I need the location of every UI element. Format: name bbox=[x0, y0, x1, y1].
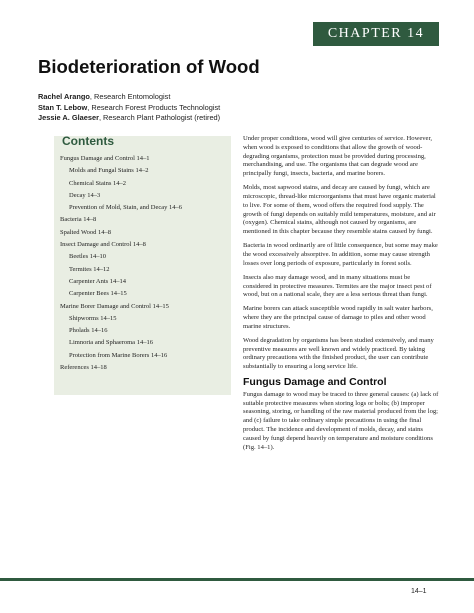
body-paragraph: Fungus damage to wood may be traced to three general causes: (a) lack of suitable protective measures when storing logs or bolts; (b) improper seasoning, storing, or handling of the raw material produced from the log; and (c) failure to take ordinary simple precautions in using the final product. The incidence and development of molds, decay, and stains caused by fungi depend heavily on temperature and moisture conditions (Fig. 14–1). bbox=[243, 390, 439, 451]
section-heading: Fungus Damage and Control bbox=[243, 376, 387, 389]
author-name: Stan T. Lebow bbox=[38, 102, 88, 112]
body-text-column bbox=[243, 135, 439, 458]
body-paragraph: Insects also may damage wood, and in many situations must be considered in protective measures. Termites are the major insect pest of wood, but on a national scale, they are a less serious threat than fungi. bbox=[243, 273, 432, 299]
author-entry bbox=[38, 103, 220, 114]
toc-item[interactable]: Termites 14–12 bbox=[69, 265, 110, 273]
author-role: , Research Plant Pathologist (retired) bbox=[98, 113, 221, 122]
body-paragraph: Bacteria in wood ordinarily are of little consequence, but some may make the wood excessively absorptive. In addition, some may cause strength losses over long periods of exposure, particularly in forest soils. bbox=[243, 242, 438, 267]
page-title: Biodeterioration of Wood bbox=[38, 56, 260, 77]
toc-item[interactable]: Insect Damage and Control 14–8 bbox=[60, 241, 146, 249]
toc-item[interactable]: Bacteria 14–8 bbox=[60, 216, 97, 224]
author-role: , Research Forest Products Technologist bbox=[87, 102, 221, 112]
toc-item[interactable]: Limnoria and Sphaeroma 14–16 bbox=[69, 339, 153, 347]
toc-item[interactable]: Carpenter Bees 14–15 bbox=[69, 290, 127, 298]
body-paragraph: Under proper conditions, wood will give centuries of service. However, when wood is exposed to conditions that allow the growth of wood-degrading organisms, protection must be provided during processing, merchandising, and use. The organisms that can degrade wood are principally fungi, insects, bacteria, and marine borers. bbox=[243, 135, 433, 178]
body-paragraph: Wood degradation by organisms has been studied extensively, and many preventive measures are well known and widely practiced. By taking ordinary precautions with the finished product, the user can contribute substantially to ensuring a long service life. bbox=[243, 336, 434, 371]
author-entry bbox=[38, 92, 220, 103]
contents-heading: Contents bbox=[62, 134, 114, 148]
toc-item[interactable]: References 14–18 bbox=[60, 364, 107, 372]
toc-item[interactable]: Beetles 14–10 bbox=[69, 253, 107, 261]
body-paragraph: Molds, most sapwood stains, and decay are caused by fungi, which are microscopic, thread-like microorganisms that must have organic material to live. For some of them, wood offers the required food supply. The growth of fungi depends on suitably mild temperatures, moisture, and air (oxygen). Chemical stains, although not caused by organisms, are mentioned in this chapter because they resemble stains caused by fungi. bbox=[243, 184, 436, 236]
toc-item[interactable]: Shipworms 14–15 bbox=[69, 314, 117, 322]
footer-rule bbox=[0, 578, 474, 581]
toc-item[interactable]: Fungus Damage and Control 14–1 bbox=[60, 155, 150, 162]
body-paragraph: Marine borers can attack susceptible wood rapidly in salt water harbors, where they are the principal cause of damage to piles and other wood marine structures. bbox=[243, 305, 433, 330]
toc-item[interactable]: Prevention of Mold, Stain, and Decay 14–6 bbox=[69, 204, 183, 212]
toc-item[interactable]: Chemical Stains 14–2 bbox=[69, 179, 127, 187]
author-list bbox=[38, 92, 220, 124]
toc-item[interactable]: Decay 14–3 bbox=[69, 191, 101, 199]
toc-item[interactable]: Marine Borer Damage and Control 14–15 bbox=[60, 302, 169, 310]
toc-item[interactable]: Pholads 14–16 bbox=[69, 327, 108, 335]
page-number: 14–1 bbox=[411, 588, 427, 595]
toc-item[interactable]: Carpenter Ants 14–14 bbox=[69, 277, 127, 285]
author-name: Jessie A. Glaeser bbox=[38, 113, 99, 122]
author-name: Rachel Arango bbox=[38, 92, 90, 101]
author-entry bbox=[38, 113, 220, 124]
toc-item[interactable]: Spalted Wood 14–8 bbox=[60, 228, 111, 236]
chapter-banner: CHAPTER 14 bbox=[313, 22, 439, 46]
author-role: , Research Entomologist bbox=[89, 92, 171, 101]
toc-item[interactable]: Protection from Marine Borers 14–16 bbox=[69, 351, 168, 359]
table-of-contents bbox=[60, 153, 182, 374]
toc-item[interactable]: Molds and Fungal Stains 14–2 bbox=[69, 167, 149, 175]
